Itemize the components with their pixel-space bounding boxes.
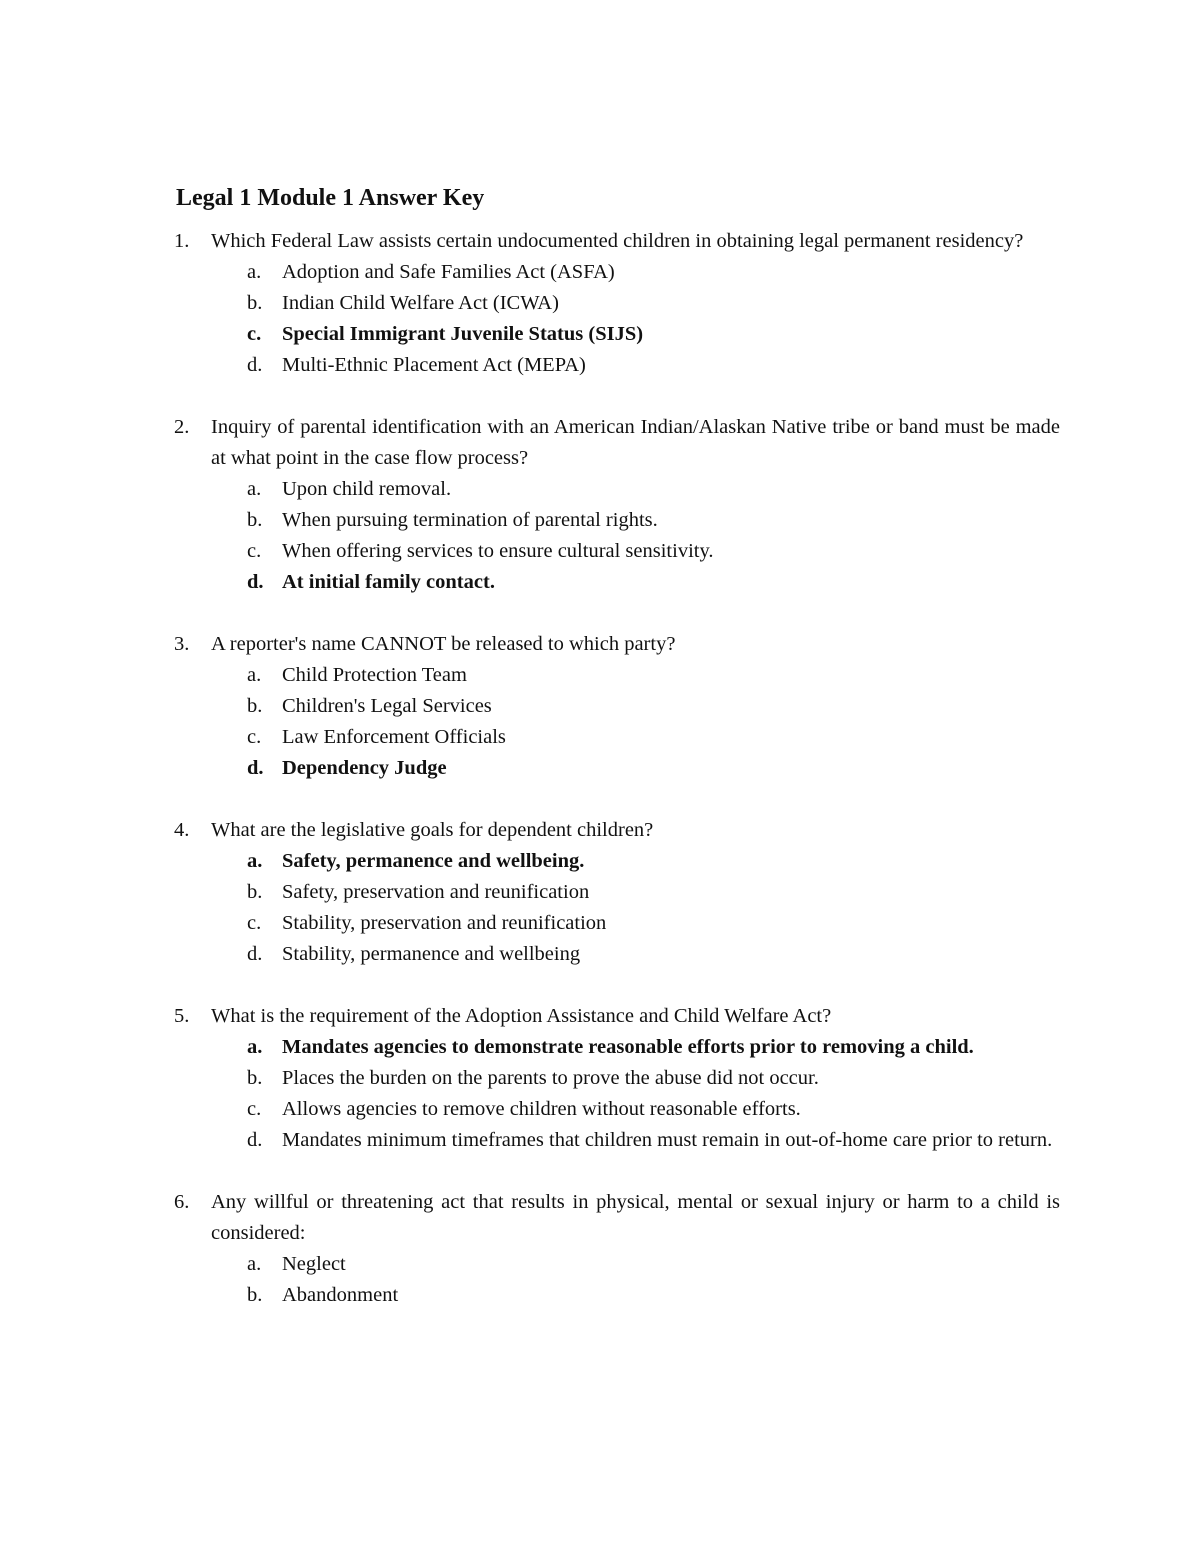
option-text: Dependency Judge bbox=[282, 757, 447, 779]
question-item bbox=[174, 1187, 1060, 1311]
answer-options bbox=[211, 257, 1060, 381]
question-number: 6. bbox=[174, 1191, 190, 1213]
answer-option bbox=[211, 257, 1060, 288]
option-letter: c. bbox=[247, 540, 262, 562]
option-letter: c. bbox=[247, 1098, 262, 1120]
option-text: At initial family contact. bbox=[282, 571, 495, 593]
correct-answer-option bbox=[211, 846, 1060, 877]
question-item bbox=[174, 815, 1060, 970]
option-letter: c. bbox=[247, 323, 262, 345]
correct-answer-option bbox=[211, 319, 1060, 350]
answer-option bbox=[211, 1063, 1060, 1094]
option-text: Safety, preservation and reunification bbox=[282, 881, 590, 903]
answer-option bbox=[211, 536, 1060, 567]
option-text: Stability, preservation and reunification bbox=[282, 912, 607, 934]
question-text: Inquiry of parental identification with an American Indian/Alaskan Native tribe or band must be made at what point in the case flow process? bbox=[211, 416, 1060, 469]
option-text: Special Immigrant Juvenile Status (SIJS) bbox=[282, 323, 644, 345]
option-text: Child Protection Team bbox=[282, 664, 467, 686]
question-text: What is the requirement of the Adoption Assistance and Child Welfare Act? bbox=[211, 1005, 832, 1027]
question-item bbox=[174, 226, 1060, 381]
option-letter: a. bbox=[247, 850, 263, 872]
option-letter: d. bbox=[247, 571, 264, 593]
answer-option bbox=[211, 474, 1060, 505]
option-letter: c. bbox=[247, 726, 262, 748]
correct-answer-option bbox=[211, 567, 1060, 598]
option-letter: b. bbox=[247, 881, 263, 903]
question-text: What are the legislative goals for dependent children? bbox=[211, 819, 654, 841]
answer-option bbox=[211, 1094, 1060, 1125]
question-item bbox=[174, 629, 1060, 784]
answer-option bbox=[211, 691, 1060, 722]
option-letter: b. bbox=[247, 695, 263, 717]
correct-answer-option bbox=[211, 753, 1060, 784]
answer-options bbox=[211, 1249, 1060, 1311]
option-letter: b. bbox=[247, 1284, 263, 1306]
answer-options bbox=[211, 846, 1060, 970]
answer-option bbox=[211, 1249, 1060, 1280]
answer-option bbox=[211, 1125, 1060, 1156]
option-letter: b. bbox=[247, 509, 263, 531]
option-text: Places the burden on the parents to prove the abuse did not occur. bbox=[282, 1067, 819, 1089]
answer-option bbox=[211, 288, 1060, 319]
question-list bbox=[174, 226, 1060, 1342]
option-letter: a. bbox=[247, 1036, 263, 1058]
answer-option bbox=[211, 939, 1060, 970]
option-letter: b. bbox=[247, 1067, 263, 1089]
option-text: Adoption and Safe Families Act (ASFA) bbox=[282, 261, 615, 283]
question-number: 3. bbox=[174, 633, 190, 655]
option-text: Multi-Ethnic Placement Act (MEPA) bbox=[282, 354, 586, 376]
option-text: Abandonment bbox=[282, 1284, 399, 1306]
option-letter: d. bbox=[247, 354, 263, 376]
answer-option bbox=[211, 350, 1060, 381]
option-letter: d. bbox=[247, 943, 263, 965]
question-number: 5. bbox=[174, 1005, 190, 1027]
option-text: Stability, permanence and wellbeing bbox=[282, 943, 581, 965]
answer-options bbox=[211, 474, 1060, 598]
option-letter: a. bbox=[247, 478, 262, 500]
answer-options bbox=[211, 660, 1060, 784]
option-text: When pursuing termination of parental rights. bbox=[282, 509, 658, 531]
option-text: Indian Child Welfare Act (ICWA) bbox=[282, 292, 559, 314]
answer-option bbox=[211, 722, 1060, 753]
answer-options bbox=[211, 1032, 1060, 1156]
question-text: Any willful or threatening act that results in physical, mental or sexual injury or harm to a child is considered: bbox=[211, 1191, 1060, 1244]
option-letter: a. bbox=[247, 1253, 262, 1275]
option-letter: b. bbox=[247, 292, 263, 314]
option-letter: a. bbox=[247, 664, 262, 686]
option-text: Upon child removal. bbox=[282, 478, 452, 500]
question-item bbox=[174, 1001, 1060, 1156]
option-text: Safety, permanence and wellbeing. bbox=[282, 850, 585, 872]
option-text: Law Enforcement Officials bbox=[282, 726, 506, 748]
option-letter: a. bbox=[247, 261, 262, 283]
answer-option bbox=[211, 908, 1060, 939]
option-letter: c. bbox=[247, 912, 262, 934]
option-text: Allows agencies to remove children without reasonable efforts. bbox=[282, 1098, 801, 1120]
option-text: Mandates agencies to demonstrate reasonable efforts prior to removing a child. bbox=[282, 1036, 974, 1058]
question-number: 2. bbox=[174, 416, 190, 438]
option-text: When offering services to ensure cultural sensitivity. bbox=[282, 540, 714, 562]
document-title: Legal 1 Module 1 Answer Key bbox=[176, 185, 485, 211]
correct-answer-option bbox=[211, 1032, 1060, 1063]
answer-option bbox=[211, 660, 1060, 691]
question-number: 4. bbox=[174, 819, 190, 841]
answer-option bbox=[211, 505, 1060, 536]
question-text: A reporter's name CANNOT be released to which party? bbox=[211, 633, 676, 655]
answer-option bbox=[211, 877, 1060, 908]
answer-option bbox=[211, 1280, 1060, 1311]
option-text: Neglect bbox=[282, 1253, 346, 1275]
question-number: 1. bbox=[174, 230, 190, 252]
option-text: Mandates minimum timeframes that children must remain in out-of-home care prior to return. bbox=[282, 1129, 1053, 1151]
question-item bbox=[174, 412, 1060, 598]
option-letter: d. bbox=[247, 757, 264, 779]
option-text: Children's Legal Services bbox=[282, 695, 492, 717]
option-letter: d. bbox=[247, 1129, 263, 1151]
question-text: Which Federal Law assists certain undocumented children in obtaining legal permanent residency? bbox=[211, 230, 1024, 252]
